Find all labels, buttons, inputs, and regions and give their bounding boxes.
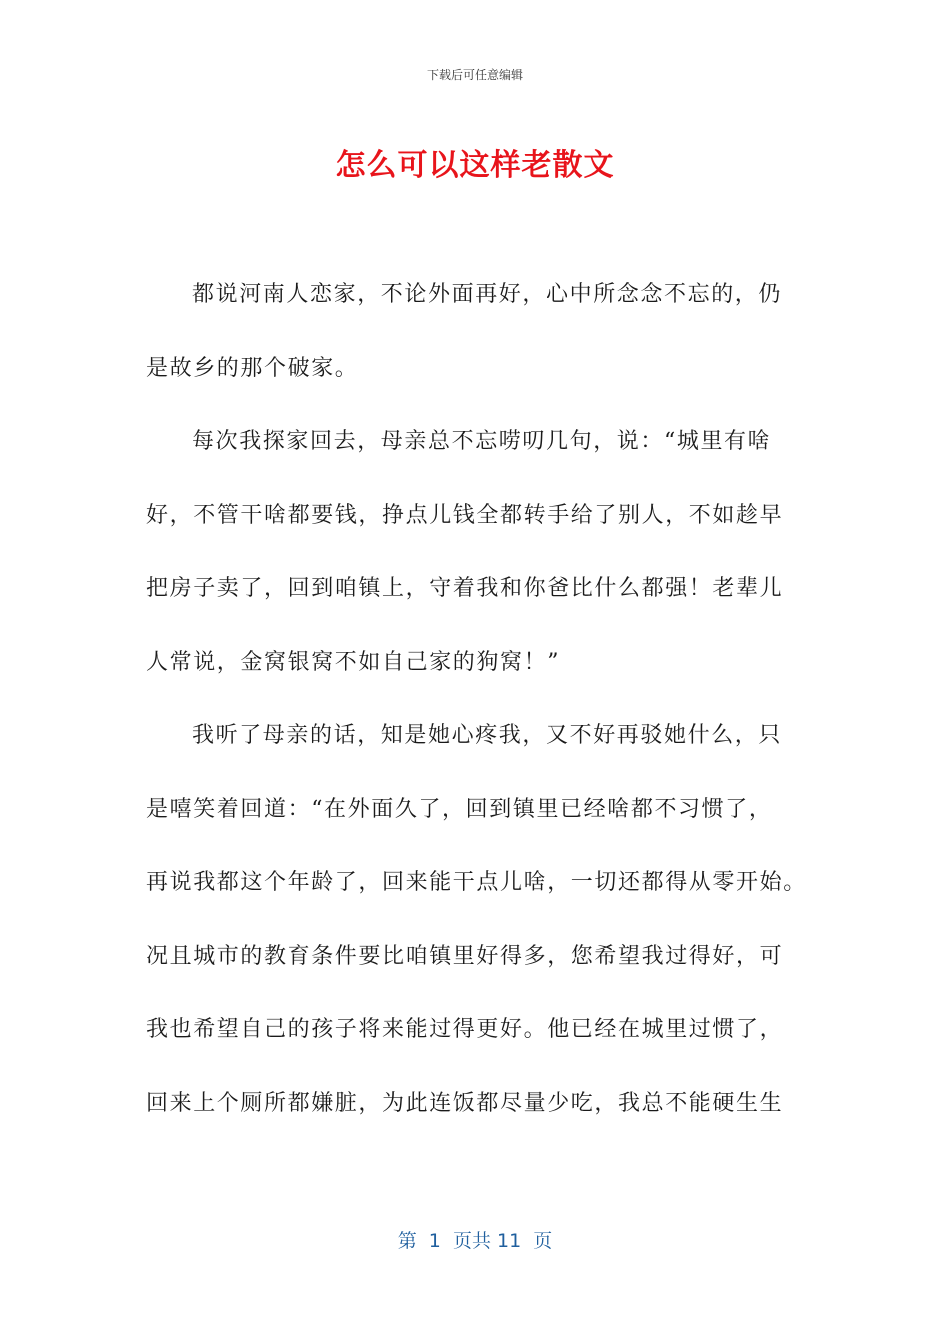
page-number-footer: 第 1 页共 11 页 xyxy=(397,1230,553,1252)
document-body xyxy=(146,265,806,1147)
paragraph-line: 每次我探家回去，母亲总不忘唠叨几句，说：“城里有啥 xyxy=(192,429,772,454)
paragraph-line: 是故乡的那个破家。 xyxy=(146,355,359,381)
paragraph-line: 我听了母亲的话，知是她心疼我，又不好再驳她什么，只 xyxy=(192,723,783,748)
paragraph-line: 况且城市的教育条件要比咱镇里好得多，您希望我过得好，可 xyxy=(146,943,784,969)
document-title: 怎么可以这样老散文 xyxy=(335,148,615,183)
paragraph-line: 把房子卖了，回到咱镇上，守着我和你爸比什么都强！老辈儿 xyxy=(146,576,784,601)
paragraph-line: 好，不管干啥都要钱，挣点儿钱全都转手给了别人，不如趁早 xyxy=(146,502,784,528)
paragraph-line: 人常说，金窝银窝不如自己家的狗窝！” xyxy=(146,649,561,675)
paragraph-line: 再说我都这个年龄了，回来能干点儿啥，一切还都得从零开始。 xyxy=(146,870,807,895)
paragraph-line: 回来上个厕所都嫌脏，为此连饭都尽量少吃，我总不能硬生生 xyxy=(146,1090,784,1116)
paragraph-line: 我也希望自己的孩子将来能过得更好。他已经在城里过惯了， xyxy=(146,1017,784,1042)
paragraph-line: 是嘻笑着回道：“在外面久了，回到镇里已经啥都不习惯了， xyxy=(146,796,773,822)
paragraph-line: 都说河南人恋家，不论外面再好，心中所念念不忘的，仍 xyxy=(192,282,783,307)
header-note: 下载后可任意编辑 xyxy=(426,68,523,82)
